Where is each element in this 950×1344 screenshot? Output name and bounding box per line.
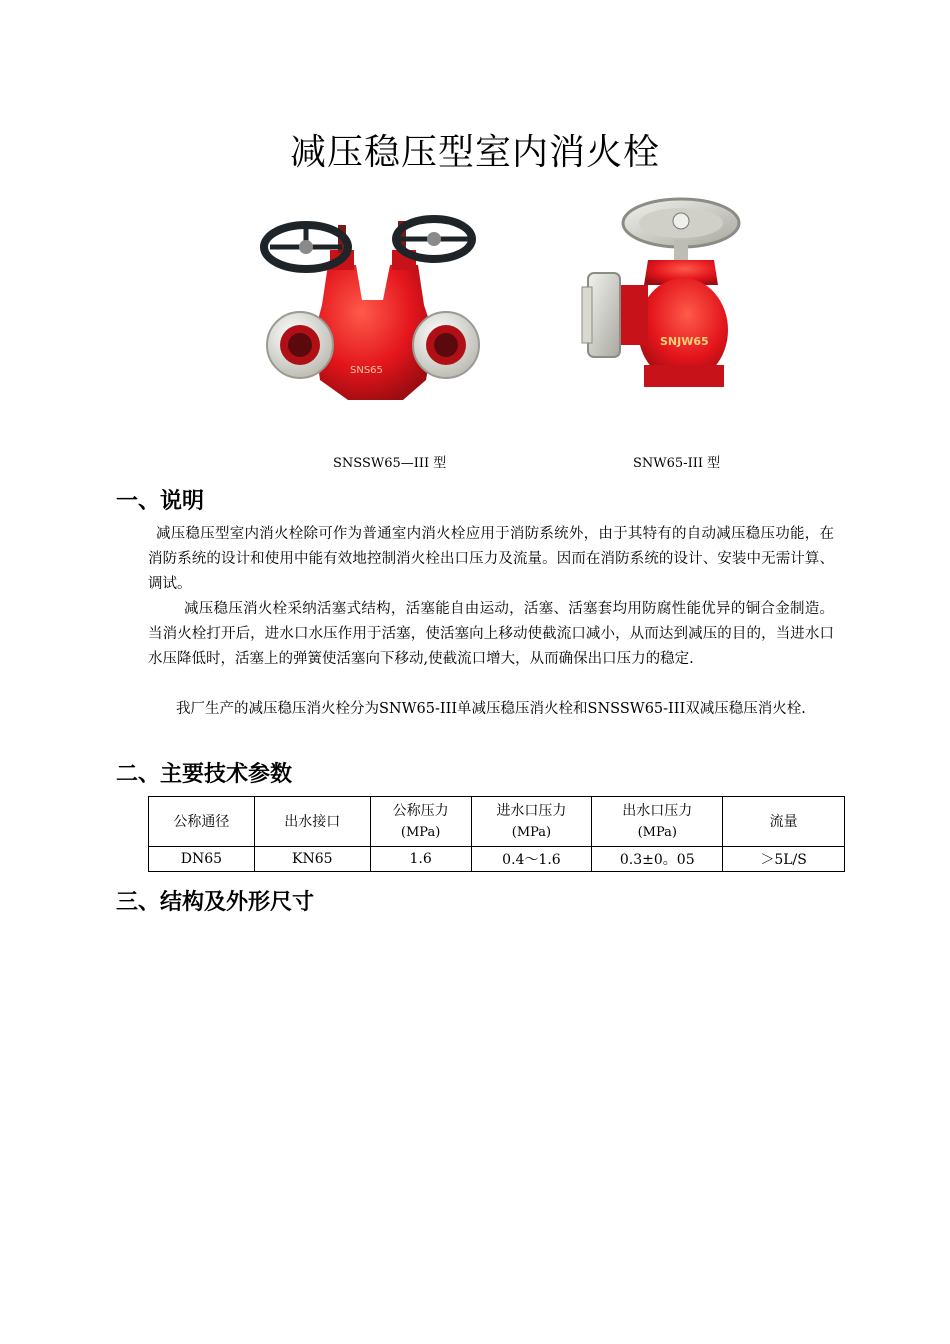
page-title: 减压稳压型室内消火栓 xyxy=(289,132,660,173)
table-header-cell: 公称压力 (MPa) xyxy=(370,797,471,847)
valve-body-marking: SNJW65 xyxy=(660,335,709,348)
paragraph-2: 减压稳压消火栓采纳活塞式结构，活塞能自由运动，活塞、活塞套均用防腐性能优异的铜合金制造。当消火栓打开后，进水口水压作用于活塞，使活塞向上移动使截流口减小，从而达到减压的目的，当进水口水压降低时，活塞上的弹簧使活塞向下移动,使截流口增大，从而确保出口压力的稳定. xyxy=(148,601,834,667)
section-heading-structure: 三、结构及外形尺寸 xyxy=(116,890,315,915)
table-header-cell: 出水接口 xyxy=(254,797,370,847)
double-outlet-hydrant-image xyxy=(258,205,488,405)
table-cell: ＞5L/S xyxy=(723,847,845,872)
section-heading-specifications: 二、主要技术参数 xyxy=(116,762,293,787)
product-caption-1: SNSSW65—III 型 xyxy=(333,456,447,471)
table-cell: 0.3±0。05 xyxy=(592,847,723,872)
product-caption-2: SNW65-III 型 xyxy=(633,456,721,471)
table-header-cell: 公称通径 xyxy=(149,797,255,847)
section-heading-description: 一、说明 xyxy=(116,489,205,514)
paragraph-1: 减压稳压型室内消火栓除可作为普通室内消火栓应用于消防系统外，由于其特有的自动减压稳压功能，在消防系统的设计和使用中能有效地控制消火栓出口压力及流量。因而在消防系统的设计、安装中无需计算、调试。 xyxy=(148,526,834,592)
table-cell: DN65 xyxy=(149,847,255,872)
table-cell: 1.6 xyxy=(370,847,471,872)
table-cell: 0.4～1.6 xyxy=(471,847,592,872)
table-cell: KN65 xyxy=(254,847,370,872)
paragraph-3: 我厂生产的减压稳压消火栓分为SNW65-III单减压稳压消火栓和SNSSW65-III双减压稳压消火栓. xyxy=(176,701,806,717)
valve-body-marking: SNS65 xyxy=(350,365,383,376)
spec-table xyxy=(148,796,845,872)
table-header-cell: 流量 xyxy=(723,797,845,847)
table-header-row xyxy=(149,797,845,847)
table-header-cell: 进水口压力 (MPa) xyxy=(471,797,592,847)
table-row xyxy=(149,847,845,872)
single-outlet-hydrant-image xyxy=(578,195,748,395)
table-header-cell: 出水口压力 (MPa) xyxy=(592,797,723,847)
